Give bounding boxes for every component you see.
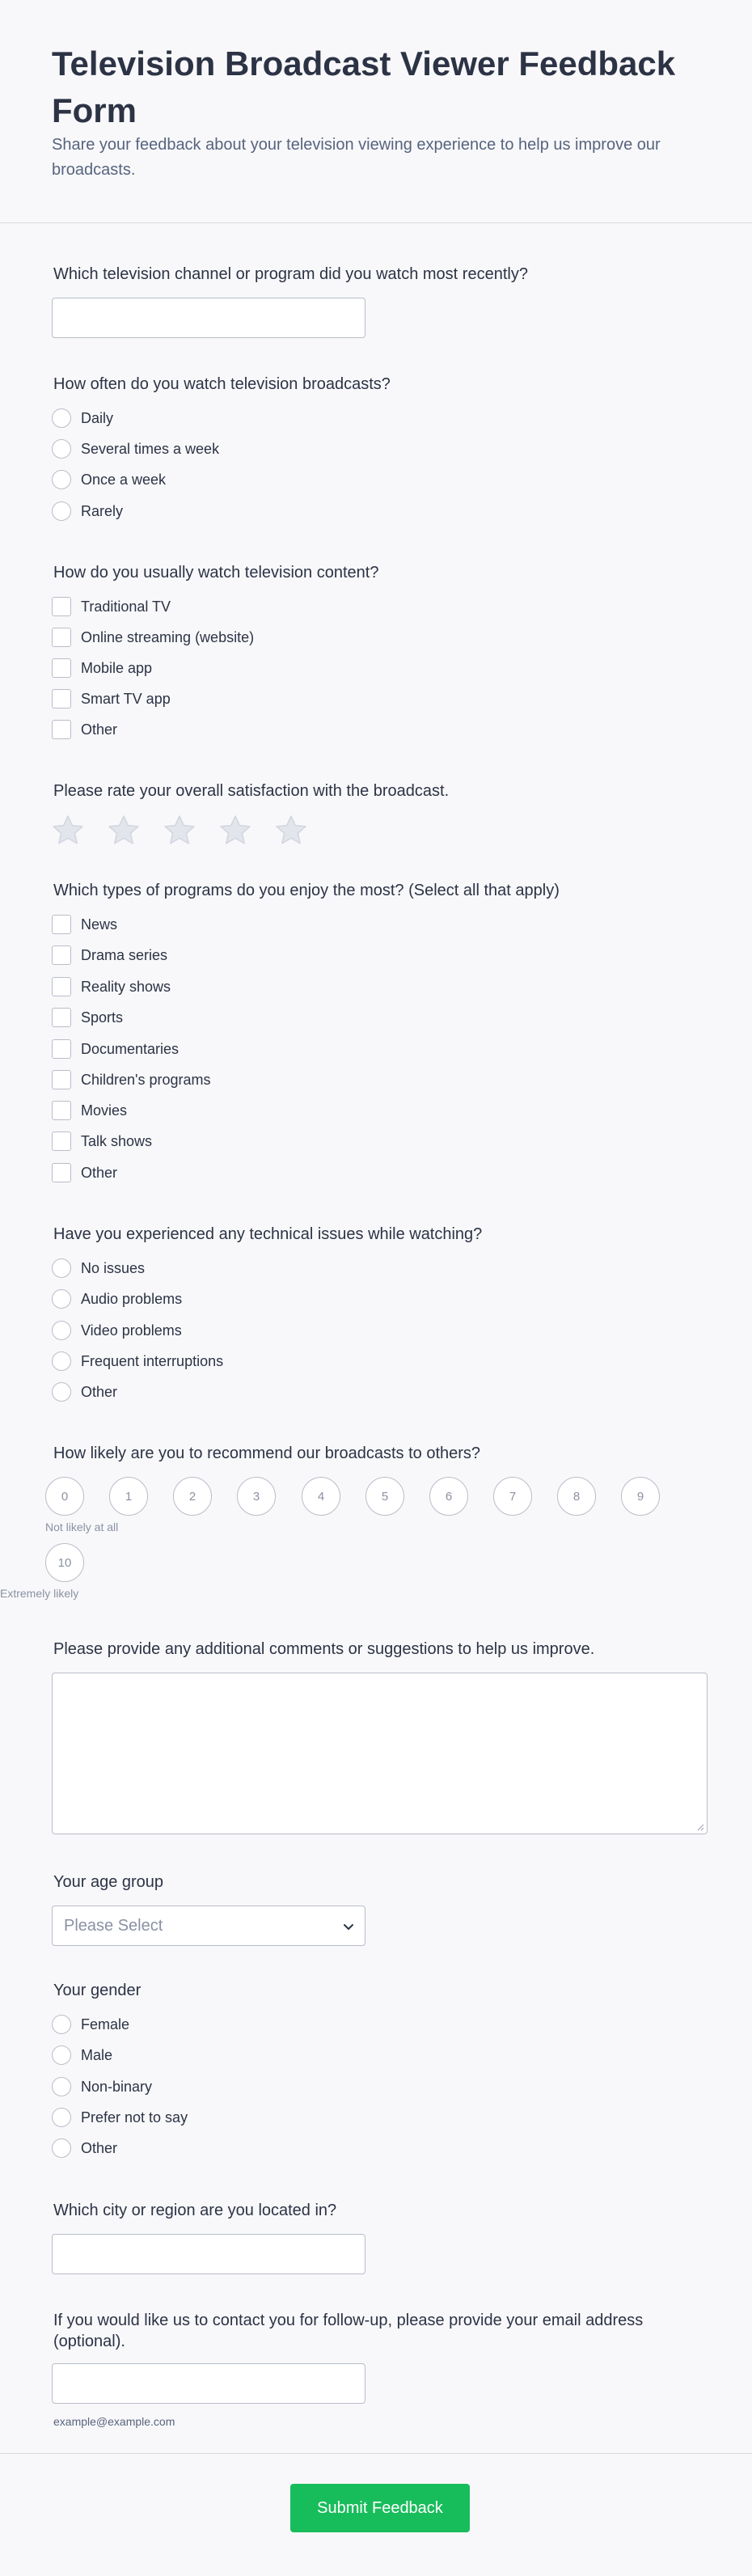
option-label: Frequent interruptions [81, 1352, 224, 1369]
option-label: Online streaming (website) [81, 628, 255, 645]
option-label: Traditional TV [81, 598, 171, 615]
option-label: Drama series [81, 946, 168, 963]
option-label: Male [81, 2046, 113, 2063]
option-label: Rarely [81, 502, 124, 519]
option-label: Smart TV app [81, 690, 171, 707]
nps-option-3[interactable]: 3 [237, 1477, 276, 1516]
program-type-option[interactable] [52, 1100, 127, 1121]
submit-button[interactable]: Submit Feedback [290, 2484, 470, 2532]
nps-high-label: Extremely likely [0, 1587, 79, 1600]
question-platform-label: How do you usually watch television content? [53, 564, 379, 582]
radio-button[interactable] [52, 2077, 71, 2096]
question-channel-label: Which television channel or program did you watch most recently? [53, 265, 528, 283]
platform-option[interactable] [52, 596, 171, 617]
star-rating [50, 813, 329, 848]
radio-button[interactable] [52, 2138, 71, 2158]
question-program-types-label: Which types of programs do you enjoy the most? (Select all that apply) [53, 882, 560, 899]
question-satisfaction-label: Please rate your overall satisfaction with the broadcast. [53, 782, 450, 800]
radio-button[interactable] [52, 2045, 71, 2065]
radio-button[interactable] [52, 2108, 71, 2127]
radio-button[interactable] [52, 2015, 71, 2034]
checkbox[interactable] [52, 1163, 71, 1182]
option-label: Other [81, 2139, 118, 2156]
nps-option-1[interactable]: 1 [109, 1477, 148, 1516]
option-label: Other [81, 1383, 118, 1400]
program-type-option[interactable] [52, 1131, 152, 1152]
gender-option[interactable] [52, 2107, 188, 2128]
radio-button[interactable] [52, 439, 71, 459]
nps-option-8[interactable]: 8 [557, 1477, 596, 1516]
question-gender-label: Your gender [53, 1982, 142, 1999]
nps-option-0[interactable]: 0 [45, 1477, 84, 1516]
program-type-option[interactable] [52, 945, 167, 966]
radio-button[interactable] [52, 1289, 71, 1309]
nps-option-6[interactable]: 6 [429, 1477, 468, 1516]
star-icon[interactable] [106, 813, 142, 848]
platform-option[interactable] [52, 627, 254, 648]
technical-issue-option[interactable] [52, 1381, 117, 1402]
resize-handle-icon[interactable] [696, 1823, 704, 1831]
channel-input[interactable] [52, 298, 365, 338]
age-group-select[interactable] [52, 1906, 365, 1946]
option-label: Video problems [81, 1322, 182, 1339]
checkbox[interactable] [52, 1008, 71, 1027]
checkbox[interactable] [52, 658, 71, 678]
star-icon[interactable] [162, 813, 197, 848]
program-type-option[interactable] [52, 1069, 211, 1090]
technical-issue-option[interactable] [52, 1320, 182, 1341]
checkbox[interactable] [52, 1070, 71, 1089]
star-icon[interactable] [218, 813, 253, 848]
option-label: Non-binary [81, 2078, 153, 2095]
question-comments-label: Please provide any additional comments or suggestions to help us improve. [53, 1640, 595, 1658]
option-label: Documentaries [81, 1040, 180, 1057]
email-input[interactable] [52, 2363, 365, 2404]
radio-button[interactable] [52, 470, 71, 489]
radio-button[interactable] [52, 1258, 71, 1278]
radio-button[interactable] [52, 501, 71, 521]
checkbox[interactable] [52, 689, 71, 709]
program-type-option[interactable] [52, 976, 171, 997]
frequency-option[interactable] [52, 408, 113, 429]
option-label: Audio problems [81, 1290, 183, 1307]
platform-option[interactable] [52, 719, 117, 740]
star-icon[interactable] [273, 813, 309, 848]
form-subtitle: Share your feedback about your television viewing experience to help us improve our broadcasts. [52, 136, 661, 179]
checkbox[interactable] [52, 1039, 71, 1059]
option-label: Talk shows [81, 1132, 153, 1149]
nps-option-9[interactable]: 9 [621, 1477, 660, 1516]
option-label: Other [81, 1164, 118, 1181]
checkbox[interactable] [52, 945, 71, 965]
comments-textarea[interactable] [52, 1673, 708, 1834]
program-type-option[interactable] [52, 1007, 123, 1028]
checkbox[interactable] [52, 1131, 71, 1151]
option-label: No issues [81, 1259, 146, 1276]
frequency-option[interactable] [52, 469, 166, 490]
platform-option[interactable] [52, 658, 152, 679]
email-hint: example@example.com [53, 2415, 175, 2428]
option-label: Sports [81, 1009, 124, 1026]
star-icon[interactable] [50, 813, 86, 848]
nps-option-5[interactable]: 5 [365, 1477, 404, 1516]
radio-button[interactable] [52, 408, 71, 428]
question-frequency-label: How often do you watch television broadcasts? [53, 375, 391, 393]
select-placeholder: Please Select [64, 1917, 163, 1935]
checkbox[interactable] [52, 977, 71, 996]
option-label: Female [81, 2016, 130, 2032]
program-type-option[interactable] [52, 914, 117, 935]
technical-issue-option[interactable] [52, 1258, 145, 1279]
gender-option[interactable] [52, 2138, 117, 2159]
frequency-option[interactable] [52, 438, 219, 459]
option-label: Several times a week [81, 440, 220, 457]
nps-option-10[interactable]: 10 [45, 1543, 84, 1582]
program-type-option[interactable] [52, 1162, 117, 1183]
chevron-down-icon [342, 1920, 355, 1933]
option-label: Reality shows [81, 978, 171, 995]
checkbox[interactable] [52, 915, 71, 934]
option-label: Mobile app [81, 659, 153, 676]
option-label: Other [81, 721, 118, 738]
question-email-label: If you would like us to contact you for follow-up, please provide your email address (optional). [53, 2312, 644, 2350]
form-header [0, 0, 752, 223]
platform-option[interactable] [52, 688, 171, 709]
gender-option[interactable] [52, 2045, 112, 2066]
option-label: Children's programs [81, 1071, 211, 1088]
question-technical-issues-label: Have you experienced any technical issues while watching? [53, 1225, 483, 1243]
option-label: Prefer not to say [81, 2109, 188, 2126]
program-type-option[interactable] [52, 1038, 179, 1060]
city-input[interactable] [52, 2234, 365, 2274]
radio-button[interactable] [52, 1351, 71, 1371]
radio-button[interactable] [52, 1382, 71, 1402]
gender-option[interactable] [52, 2076, 152, 2097]
nps-low-label: Not likely at all [45, 1521, 119, 1533]
checkbox[interactable] [52, 628, 71, 647]
option-label: Daily [81, 409, 114, 426]
nps-option-7[interactable]: 7 [493, 1477, 532, 1516]
checkbox[interactable] [52, 720, 71, 739]
technical-issue-option[interactable] [52, 1351, 223, 1372]
gender-option[interactable] [52, 2014, 129, 2035]
form-title: Television Broadcast Viewer Feedback Form [52, 44, 676, 129]
checkbox[interactable] [52, 597, 71, 616]
question-recommend-label: How likely are you to recommend our broadcasts to others? [53, 1445, 481, 1462]
radio-button[interactable] [52, 1321, 71, 1340]
nps-option-4[interactable]: 4 [302, 1477, 340, 1516]
option-label: News [81, 916, 118, 933]
frequency-option[interactable] [52, 501, 123, 522]
question-age-group-label: Your age group [53, 1873, 164, 1891]
option-label: Movies [81, 1102, 128, 1119]
question-city-label: Which city or region are you located in? [53, 2202, 337, 2219]
technical-issue-option[interactable] [52, 1288, 182, 1309]
option-label: Once a week [81, 471, 167, 488]
checkbox[interactable] [52, 1101, 71, 1120]
footer-divider [0, 2453, 752, 2454]
nps-option-2[interactable]: 2 [173, 1477, 212, 1516]
